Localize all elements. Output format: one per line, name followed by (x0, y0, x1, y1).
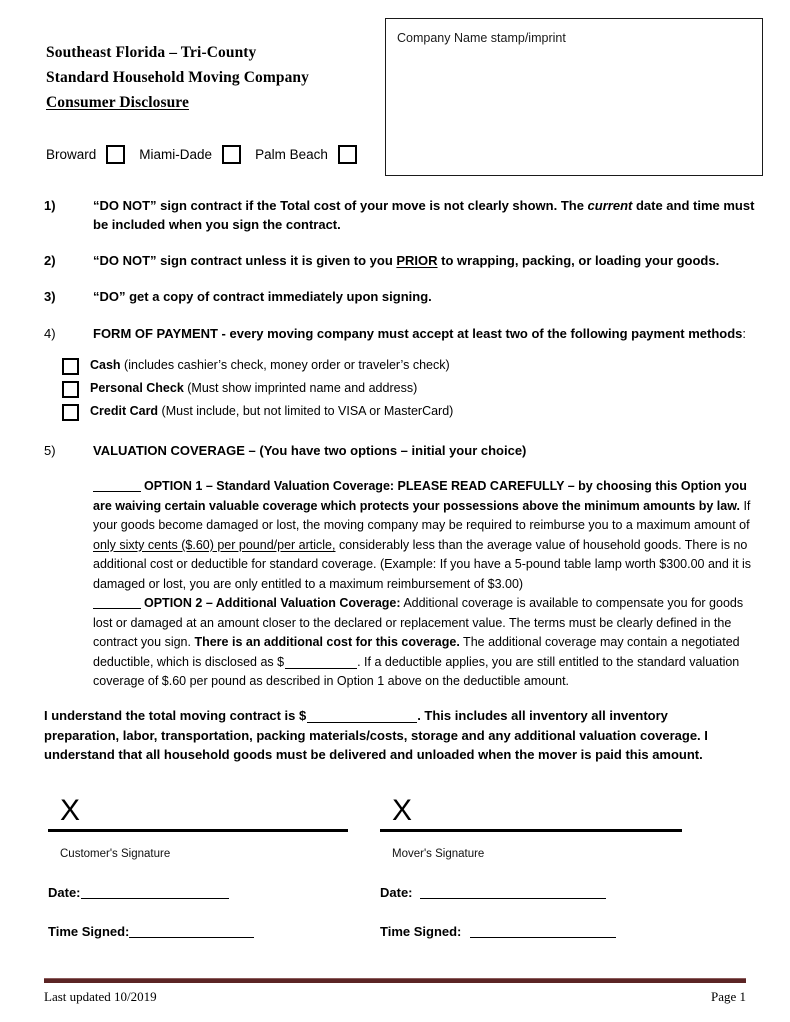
option-1-block (0, 477, 790, 594)
county-selection-row (46, 145, 357, 164)
option-1-body-1: If your goods become damaged or lost, the moving company may be required to reimburse you to a maximum amount of (93, 498, 751, 532)
option-2-bold-mid: There is an additional cost for this coverage. (194, 635, 460, 649)
item-5-number: 5) (44, 443, 56, 458)
company-stamp-label: Company Name stamp/imprint (397, 31, 566, 45)
payment-credit-card-text (90, 403, 453, 420)
mover-signature-caption: Mover's Signature (392, 848, 485, 860)
item-5 (0, 441, 790, 460)
option-1-initial-line[interactable] (93, 491, 141, 492)
option-1-bold-lead: OPTION 1 – Standard Valuation Coverage: PLEASE READ CAREFULLY – by choosing this Option you are waiving certain valuable coverage which protects your possessions above the minimum amounts by law. (93, 479, 747, 513)
item-2-underlined: PRIOR (396, 253, 438, 268)
footer-row (44, 989, 746, 1005)
customer-time-label: Time Signed: (48, 924, 130, 939)
deductible-amount-field[interactable] (285, 668, 357, 669)
understanding-statement (44, 706, 744, 765)
document-title (46, 40, 376, 115)
understanding-part-2: . This includes all inventory all inventory preparation, labor, transportation, packing materials/costs, storage and any additional valuation coverage. I understand that all household goods must be delivered and unloaded when the mover is paid this amount. (44, 708, 708, 762)
item-1-part2: date and time must be included when you sign the contract. (93, 198, 755, 232)
mover-signature-block (380, 795, 685, 940)
item-1-number: 1) (44, 198, 56, 213)
item-4 (0, 324, 790, 343)
item-2 (0, 251, 790, 270)
option-2-initial-line[interactable] (93, 608, 141, 609)
item-1-italic: current (587, 198, 633, 213)
item-4-colon: : (742, 326, 747, 341)
payment-personal-check-text (90, 380, 417, 397)
company-stamp-box[interactable] (385, 18, 763, 176)
customer-signature-line[interactable] (48, 829, 348, 832)
customer-time-field[interactable] (129, 937, 254, 938)
customer-date-field[interactable] (81, 898, 229, 899)
option-2-body-3: . If a deductible applies, you are still entitled to the standard valuation coverage of $.60 per pound as described in Option 1 above on the deductible amount. (93, 654, 740, 688)
item-1 (0, 196, 790, 234)
item-4-number: 4) (44, 326, 56, 341)
customer-date-label: Date: (48, 885, 81, 900)
payment-cash-name: Cash (90, 358, 121, 372)
checkbox-miami-dade[interactable] (222, 145, 241, 164)
item-3-number: 3) (44, 289, 56, 304)
payment-personal-check-desc: (Must show imprinted name and address) (183, 381, 418, 395)
total-contract-amount-field[interactable] (307, 722, 417, 723)
mover-date-row (380, 884, 685, 901)
mover-time-field[interactable] (470, 937, 616, 938)
mover-signature-line[interactable] (380, 829, 682, 832)
item-3-text: “DO” get a copy of contract immediately upon signing. (93, 289, 432, 304)
option-2-block (0, 594, 790, 692)
title-line-1: Southeast Florida – Tri-County (46, 44, 257, 61)
option-2-body-2: The additional coverage may contain a negotiated deductible, which is disclosed as $ (93, 635, 740, 669)
checkbox-cash[interactable] (62, 358, 79, 375)
footer-divider (44, 978, 746, 983)
customer-signature-caption: Customer's Signature (60, 848, 171, 860)
understanding-part-1: I understand the total moving contract is $ (44, 708, 307, 723)
item-2-number: 2) (44, 253, 56, 268)
item-2-part1: “DO NOT” sign contract unless it is given to you (93, 253, 397, 268)
title-line-3: Consumer Disclosure (46, 94, 189, 111)
item-1-text (93, 196, 765, 234)
page-footer (44, 978, 746, 1005)
county-label-broward: Broward (46, 146, 97, 162)
disclosure-items (0, 196, 790, 692)
mover-time-label: Time Signed: (380, 924, 462, 939)
option-2-paragraph (93, 594, 764, 692)
payment-cash-text (90, 357, 450, 374)
footer-last-updated: Last updated 10/2019 (44, 989, 157, 1004)
mover-date-field[interactable] (420, 898, 606, 899)
payment-credit-card-desc: (Must include, but not limited to VISA or MasterCard) (158, 404, 454, 418)
checkbox-personal-check[interactable] (62, 381, 79, 398)
footer-page-number: Page 1 (710, 989, 746, 1004)
payment-personal-check-name: Personal Check (90, 381, 184, 395)
payment-method-cash (62, 357, 790, 375)
customer-date-row (48, 884, 348, 901)
payment-method-credit-card (62, 403, 790, 421)
payment-method-personal-check (62, 380, 790, 398)
county-label-miami-dade: Miami-Dade (139, 146, 213, 162)
title-line-2: Standard Household Moving Company (46, 69, 309, 86)
checkbox-broward[interactable] (106, 145, 125, 164)
signature-area (0, 795, 790, 945)
customer-time-row (48, 923, 348, 940)
option-1-paragraph (93, 477, 764, 594)
payment-credit-card-name: Credit Card (90, 404, 159, 418)
customer-signature-x-mark: X (60, 794, 81, 827)
item-5-heading: VALUATION COVERAGE – (You have two options – initial your choice) (93, 443, 527, 458)
page-header (0, 0, 790, 186)
item-4-text (93, 324, 765, 343)
option-1-underlined: only sixty cents ($.60) per pound/per article, (93, 537, 336, 552)
item-1-part1: “DO NOT” sign contract if the Total cost of your move is not clearly shown. The (93, 198, 588, 213)
county-label-palm-beach: Palm Beach (255, 146, 328, 162)
payment-cash-desc: (includes cashier’s check, money order or traveler’s check) (120, 358, 450, 372)
item-2-part2: to wrapping, packing, or loading your goods. (437, 253, 720, 268)
option-2-bold-lead: OPTION 2 – Additional Valuation Coverage: (144, 596, 401, 610)
item-4-heading: FORM OF PAYMENT - every moving company must accept at least two of the following payment methods (93, 326, 743, 341)
checkbox-palm-beach[interactable] (338, 145, 357, 164)
option-1-body-2: considerably less than the average value of household goods. There is no additional cost or deductible for standard coverage. (Example: If you have a 5-pound table lamp worth $300.00 and it is damaged or lost, you are only entitled to a maximum reimbursement of $3.00) (93, 537, 752, 591)
mover-time-row (380, 923, 685, 940)
mover-date-label: Date: (380, 885, 413, 900)
item-2-text (93, 251, 765, 270)
customer-signature-block (48, 795, 348, 940)
option-2-body-1: Additional coverage is available to compensate you for goods lost or damaged at an amount closer to the declared or replacement value. The terms must be clearly defined in the contract you sign. (93, 596, 744, 649)
payment-methods-list (0, 357, 790, 421)
mover-signature-x-mark: X (392, 794, 413, 827)
item-3 (0, 287, 790, 306)
checkbox-credit-card[interactable] (62, 404, 79, 421)
